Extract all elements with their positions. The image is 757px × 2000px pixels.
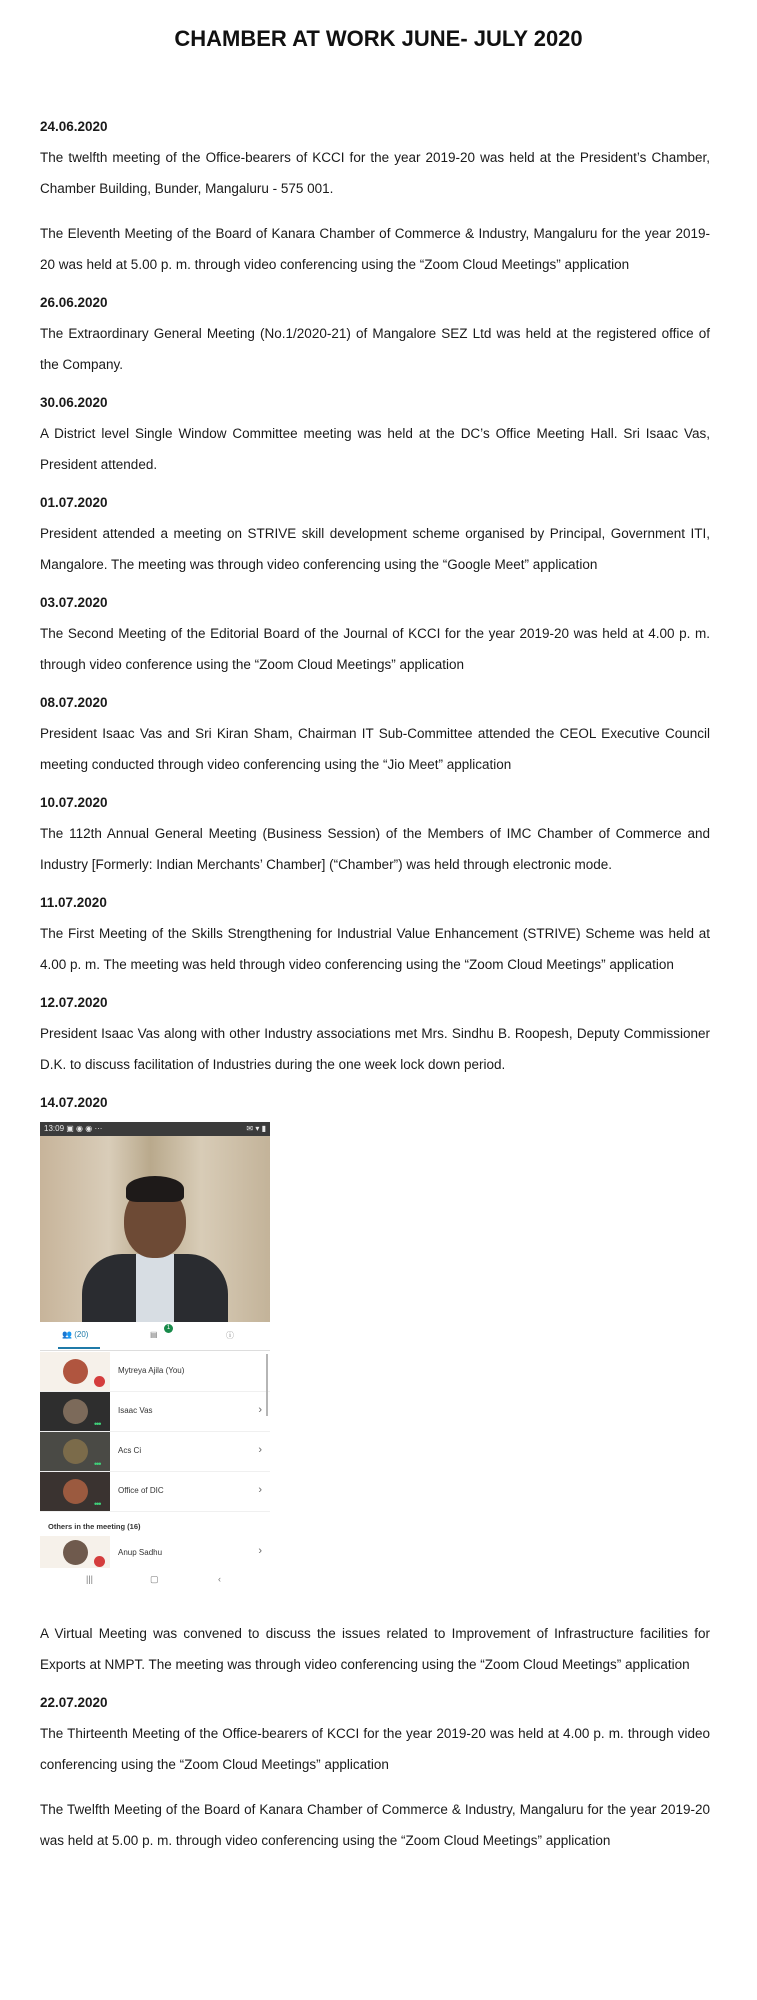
mic-muted-icon <box>94 1376 105 1387</box>
more-icon: ••• <box>94 1499 101 1509</box>
entry-date: 03.07.2020 <box>40 595 108 610</box>
entry-text: The Second Meeting of the Editorial Board of the Journal of KCCI for the year 2019-20 was held at 4.00 p. m. through video conference using the “Zoom Cloud Meetings” application <box>40 626 710 672</box>
entry <box>40 994 710 1080</box>
meeting-tabs <box>40 1322 270 1351</box>
participant-thumb <box>40 1432 110 1471</box>
participant-name: Acs Ci <box>118 1446 142 1455</box>
speaker-shirt <box>136 1254 174 1322</box>
mic-muted-icon <box>94 1556 105 1567</box>
avatar <box>63 1399 88 1424</box>
phone-status-bar <box>40 1122 270 1136</box>
active-tab-indicator <box>58 1347 100 1349</box>
participant-row <box>40 1536 270 1568</box>
back-icon: ‹ <box>218 1574 221 1584</box>
recent-apps-icon: ||| <box>86 1574 94 1584</box>
entry <box>40 894 710 980</box>
participant-name: Isaac Vas <box>118 1406 153 1415</box>
entry-text: A District level Single Window Committee meeting was held at the DC’s Office Meeting Hall. Sri Isaac Vas, President attended. <box>40 426 710 472</box>
entry-text: The First Meeting of the Skills Strengthening for Industrial Value Enhancement (STRIVE) Scheme was held at 4.00 p. m. The meeting was held through video conferencing using the “Zoom Cloud Meetings” application <box>40 926 710 972</box>
participant-thumb <box>40 1352 110 1391</box>
entry <box>40 1094 710 1680</box>
chevron-right-icon: › <box>258 1545 262 1557</box>
entry-date: 30.06.2020 <box>40 395 108 410</box>
chat-badge: 1 <box>164 1324 173 1333</box>
entry-text: A Virtual Meeting was convened to discuss the issues related to Improvement of Infrastructure facilities for Exports at NMPT. The meeting was through video conferencing using the “Zoom Cloud Meetings” application <box>40 1626 710 1672</box>
entry-date: 08.07.2020 <box>40 695 108 710</box>
more-icon: ••• <box>94 1459 101 1469</box>
entry-date: 24.06.2020 <box>40 119 108 134</box>
participant-row <box>40 1432 270 1472</box>
others-heading: Others in the meeting (16) <box>48 1522 141 1531</box>
entry-date: 01.07.2020 <box>40 495 108 510</box>
entry <box>40 1694 710 1856</box>
video-feed <box>40 1136 270 1322</box>
participant-name: Office of DIC <box>118 1486 164 1495</box>
people-icon: 👥 <box>62 1330 72 1339</box>
entry-text: President Isaac Vas along with other Industry associations met Mrs. Sindhu B. Roopesh, Deputy Commissioner D.K. to discuss facilitation of Industries during the one week lock down period. <box>40 1026 710 1072</box>
entry <box>40 394 710 480</box>
entry <box>40 694 710 780</box>
entry <box>40 294 710 380</box>
android-nav-bar <box>40 1570 270 1590</box>
entry-text: The 112th Annual General Meeting (Business Session) of the Members of IMC Chamber of Commerce and Industry [Formerly: Indian Merchants’ Chamber] (“Chamber”) was held through electronic mode. <box>40 826 710 872</box>
avatar <box>63 1439 88 1464</box>
chevron-right-icon: › <box>258 1484 262 1496</box>
avatar <box>63 1479 88 1504</box>
signal-icon: ✉ ▾ ▮ <box>246 1124 266 1133</box>
avatar <box>63 1359 88 1384</box>
info-tab <box>226 1330 234 1341</box>
participant-name: Mytreya Ajila (You) <box>118 1366 185 1375</box>
participants-tab <box>62 1330 88 1339</box>
entry-date: 12.07.2020 <box>40 995 108 1010</box>
entry <box>40 494 710 580</box>
entry-text: President Isaac Vas and Sri Kiran Sham, Chairman IT Sub-Committee attended the CEOL Executive Council meeting conducted through video conferencing using the “Jio Meet” application <box>40 726 710 772</box>
entry-text: President attended a meeting on STRIVE skill development scheme organised by Principal, Government ITI, Mangalore. The meeting was through video conferencing using the “Google Meet” application <box>40 526 710 572</box>
status-time: 13:09 <box>44 1124 65 1133</box>
more-icon: ••• <box>94 1419 101 1429</box>
meeting-screenshot <box>40 1122 270 1592</box>
avatar <box>63 1540 88 1565</box>
entry <box>40 794 710 880</box>
participant-thumb <box>40 1472 110 1511</box>
entry-text: The Eleventh Meeting of the Board of Kanara Chamber of Commerce & Industry, Mangaluru for the year 2019-20 was held at 5.00 p. m. through video conferencing using the “Zoom Cloud Meetings” application <box>40 226 710 272</box>
entry-date: 22.07.2020 <box>40 1695 108 1710</box>
entry-text: The Extraordinary General Meeting (No.1/2020-21) of Mangalore SEZ Ltd was held at the registered office of the Company. <box>40 326 710 372</box>
entry-date: 11.07.2020 <box>40 895 107 910</box>
participants-count: (20) <box>74 1330 89 1339</box>
entry <box>40 594 710 680</box>
content <box>40 118 710 1870</box>
participant-thumb <box>40 1536 110 1568</box>
chevron-right-icon: › <box>258 1444 262 1456</box>
entry <box>40 118 710 280</box>
info-icon: ⓘ <box>226 1331 234 1340</box>
participant-row <box>40 1472 270 1512</box>
entry-date: 14.07.2020 <box>40 1095 108 1110</box>
chevron-right-icon: › <box>258 1404 262 1416</box>
chat-icon: ▤ <box>150 1330 158 1339</box>
entry-text: The Twelfth Meeting of the Board of Kanara Chamber of Commerce & Industry, Mangaluru for the year 2019-20 was held at 5.00 p. m. through video conferencing using the “Zoom Cloud Meetings” application <box>40 1802 710 1848</box>
participant-row <box>40 1392 270 1432</box>
participant-list <box>40 1352 270 1512</box>
entry-text: The Thirteenth Meeting of the Office-bearers of KCCI for the year 2019-20 was held at 4.00 p. m. through video conferencing using the “Zoom Cloud Meetings” application <box>40 1726 710 1772</box>
chat-tab <box>150 1330 158 1339</box>
scrollbar <box>266 1354 268 1416</box>
speaker-hair <box>126 1176 184 1202</box>
entry-text: The twelfth meeting of the Office-bearers of KCCI for the year 2019-20 was held at the President’s Chamber, Chamber Building, Bunder, Mangaluru - 575 001. <box>40 150 710 196</box>
home-icon: ▢ <box>150 1574 159 1584</box>
entry-date: 26.06.2020 <box>40 295 108 310</box>
status-icons: ▣ ◉ ◉ ··· <box>66 1124 103 1133</box>
page-title: CHAMBER AT WORK JUNE- JULY 2020 <box>174 26 583 51</box>
participant-name: Anup Sadhu <box>118 1548 163 1557</box>
participant-thumb <box>40 1392 110 1431</box>
entry-date: 10.07.2020 <box>40 795 108 810</box>
participant-row <box>40 1352 270 1392</box>
